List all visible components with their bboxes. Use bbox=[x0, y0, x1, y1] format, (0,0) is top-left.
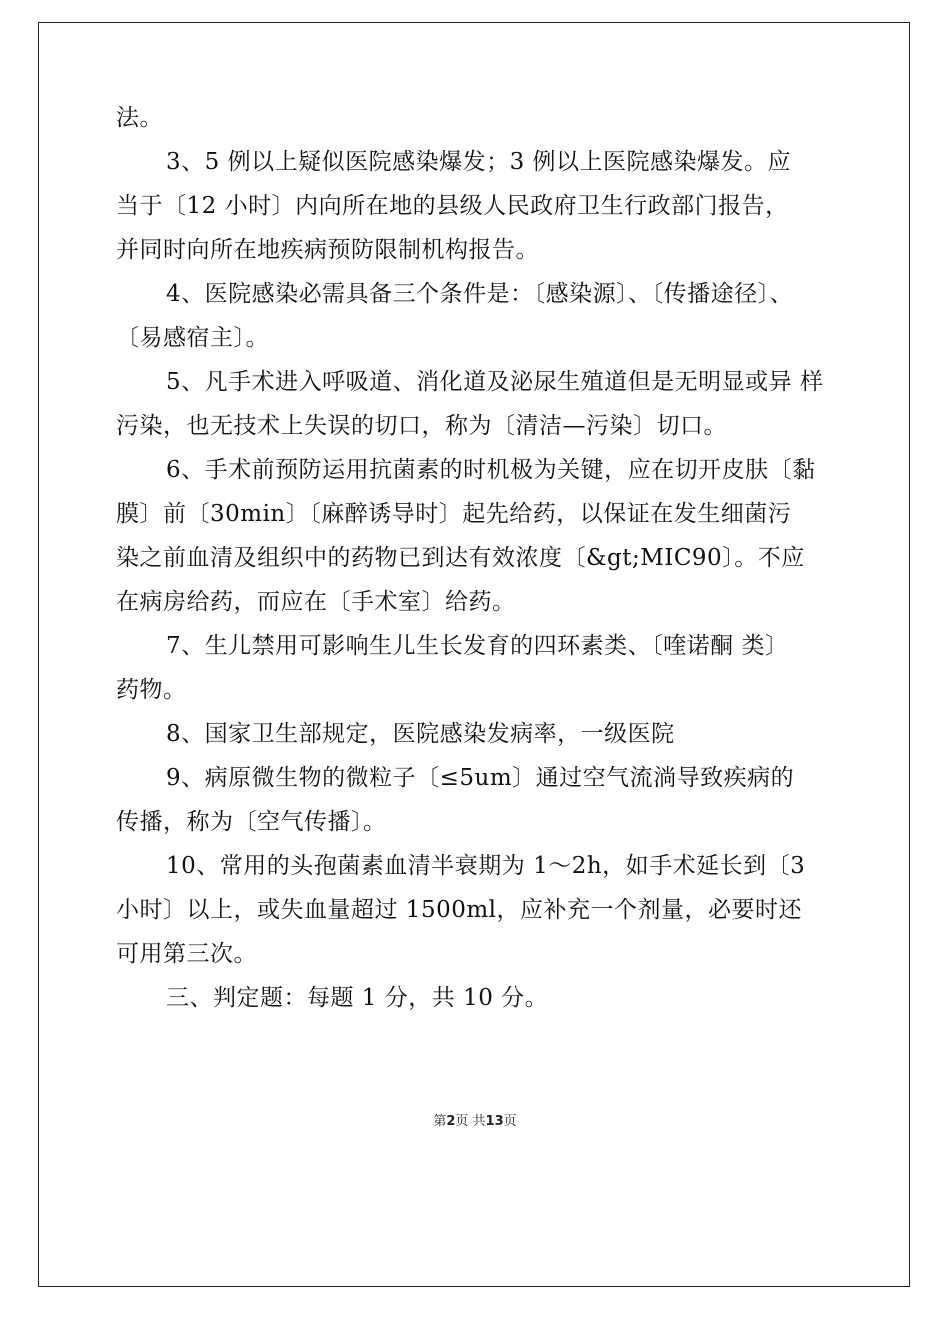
text-line: 8、国家卫生部规定，医院感染发病率，一级医院 bbox=[166, 721, 675, 747]
text-line: 6、手术前预防运用抗菌素的时机极为关键，应在切开皮肤〔黏 bbox=[166, 457, 816, 483]
text-line: 法。 bbox=[116, 105, 163, 131]
text-line: 膜〕前〔30min〕〔麻醉诱导时〕起先给药，以保证在发生细菌污 bbox=[116, 501, 792, 527]
footer-prefix: 第 bbox=[433, 1114, 447, 1129]
text-line: 〔易感宿主〕。 bbox=[116, 325, 269, 351]
document-body bbox=[116, 96, 846, 1020]
footer-suffix: 页 bbox=[503, 1114, 517, 1129]
text-line: 4、医院感染必需具备三个条件是：〔感染源〕、〔传播途径〕、 bbox=[166, 281, 794, 307]
text-line: 5、凡手术进入呼吸道、消化道及泌尿生殖道但是无明显或异 样 bbox=[166, 369, 824, 395]
text-line: 7、生儿禁用可影响生儿生长发育的四环素类、〔喹诺酮 类〕 bbox=[166, 633, 789, 659]
text-line: 三、判定题：每题 1 分，共 10 分。 bbox=[166, 985, 549, 1011]
footer-middle: 页 共 bbox=[455, 1114, 486, 1129]
text-line: 在病房给药，而应在〔手术室〕给药。 bbox=[116, 589, 516, 615]
page-footer bbox=[0, 1110, 950, 1129]
footer-page-number: 2 bbox=[446, 1114, 456, 1129]
text-line: 可用第三次。 bbox=[116, 941, 257, 967]
text-line: 并同时向所在地疾病预防限制机构报告。 bbox=[116, 237, 539, 263]
text-line: 当于〔12 小时〕内向所在地的县级人民政府卫生行政部门报告， bbox=[116, 193, 789, 219]
text-line: 污染，也无技术上失误的切口，称为〔清洁—污染〕切口。 bbox=[116, 413, 727, 439]
text-line: 小时〕以上，或失血量超过 1500ml，应补充一个剂量，必要时还 bbox=[116, 897, 803, 923]
footer-total-pages: 13 bbox=[485, 1114, 504, 1129]
text-line: 9、病原微生物的微粒子〔≤5um〕通过空气流淌导致疾病的 bbox=[166, 765, 795, 791]
text-line: 3、5 例以上疑似医院感染爆发；3 例以上医院感染爆发。应 bbox=[166, 149, 792, 175]
text-line: 传播，称为〔空气传播〕。 bbox=[116, 809, 387, 835]
text-line: 10、常用的头孢菌素血清半衰期为 1～2h，如手术延长到〔3 bbox=[166, 853, 806, 879]
text-line: 药物。 bbox=[116, 677, 187, 703]
text-line: 染之前血清及组织中的药物已到达有效浓度〔&gt;MIC90〕。不应 bbox=[116, 545, 805, 571]
